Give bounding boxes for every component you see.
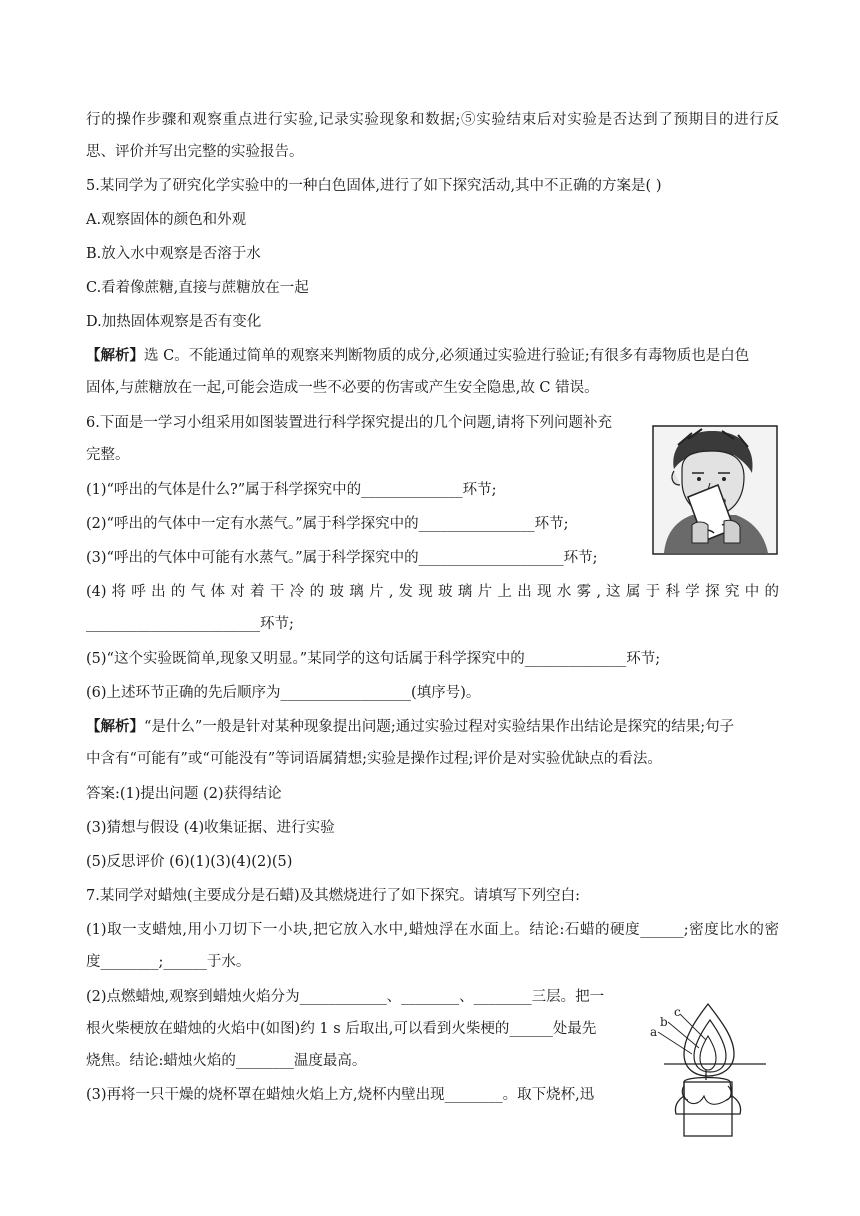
option-b: B.放入水中观察是否溶于水 bbox=[86, 246, 261, 262]
option-d: D.加热固体观察是否有变化 bbox=[86, 314, 262, 330]
analysis-text: 选 C。不能通过简单的观察来判断物质的成分,必须通过实验进行验证;有很多有毒物质也是白色 bbox=[144, 348, 750, 364]
analysis-tag: 【解析】 bbox=[86, 347, 144, 364]
candle-label-a: a bbox=[650, 1025, 658, 1039]
analysis-text: “是什么”一般是针对某种现象提出问题;通过实验过程对实验结果作出结论是探究的结果;句子 bbox=[144, 719, 735, 735]
q7-item-2-cont2: 烧焦。结论:蜡烛火焰的________温度最高。 bbox=[86, 1053, 367, 1069]
analysis-6-line-2: 中含有“可能有”或“可能没有”等词语属猜想;实验是操作过程;评价是对实验优缺点的看法。 bbox=[86, 751, 662, 767]
analysis-5-line-2: 固体,与蔗糖放在一起,可能会造成一些不必要的伤害或产生安全隐患,故 C 错误。 bbox=[86, 380, 599, 396]
q7-item-1: (1)取一支蜡烛,用小刀切下一小块,把它放入水中,蜡烛浮在水面上。结论:石蜡的硬度______;密度比水的密 bbox=[86, 922, 779, 938]
question-6: 6.下面是一学习小组采用如图装置进行科学探究提出的几个问题,请将下列问题补充 bbox=[86, 415, 612, 431]
question-5: 5.某同学为了研究化学实验中的一种白色固体,进行了如下探究活动,其中不正确的方案是( ) bbox=[86, 178, 662, 194]
q6-item-1: (1)“呼出的气体是什么?”属于科学探究中的______________环节; bbox=[86, 482, 497, 498]
candle-label-b: b bbox=[660, 1015, 668, 1029]
candle-flame-illustration bbox=[644, 996, 774, 1138]
candle-label-c: c bbox=[674, 1005, 681, 1019]
q6-item-5: (5)“这个实验既简单,现象又明显。”某同学的这句话属于科学探究中的______________环节; bbox=[86, 651, 661, 667]
breathing-glass-illustration bbox=[652, 425, 778, 555]
text-line-2: 思、评价并写出完整的实验报告。 bbox=[86, 144, 304, 160]
q7-item-2-cont: 根火柴梗放在蜡烛的火焰中(如图)约 1 s 后取出,可以看到火柴梗的______处最先 bbox=[86, 1021, 597, 1037]
analysis-tag: 【解析】 bbox=[86, 718, 144, 735]
question-6-cont: 完整。 bbox=[86, 447, 130, 463]
question-7: 7.某同学对蜡烛(主要成分是石蜡)及其燃烧进行了如下探究。请填写下列空白: bbox=[86, 888, 581, 904]
breathing-glass-illustration-svg bbox=[652, 425, 778, 555]
option-c: C.看着像蔗糖,直接与蔗糖放在一起 bbox=[86, 280, 309, 296]
answer-line-3: (5)反思评价 (6)(1)(3)(4)(2)(5) bbox=[86, 854, 293, 870]
q7-item-1-cont: 度________;______于水。 bbox=[86, 954, 251, 970]
text-line-1: 行的操作步骤和观察重点进行实验,记录实验现象和数据;⑤实验结束后对实验是否达到了预期目的进行反 bbox=[86, 112, 779, 128]
q6-item-4-cont: ________________________环节; bbox=[86, 616, 294, 632]
analysis-5-line-1 bbox=[86, 346, 749, 366]
q6-item-4: (4) 将 呼 出 的 气 体 对 着 干 冷 的 玻 璃 片 , 发 现 玻 璃 片 上 出 现 水 雾 , 这 属 于 科 学 探 究 中 的 bbox=[86, 584, 779, 600]
analysis-6-line-1 bbox=[86, 717, 734, 737]
candle-flame-illustration-svg bbox=[644, 996, 774, 1138]
answer-line-1: 答案:(1)提出问题 (2)获得结论 bbox=[86, 786, 282, 802]
answer-line-2: (3)猜想与假设 (4)收集证据、进行实验 bbox=[86, 820, 335, 836]
q6-item-6: (6)上述环节正确的先后顺序为__________________(填序号)。 bbox=[86, 685, 481, 701]
q6-item-2: (2)“呼出的气体中一定有水蒸气。”属于科学探究中的________________环节; bbox=[86, 516, 569, 532]
q7-item-3: (3)再将一只干燥的烧杯罩在蜡烛火焰上方,烧杯内壁出现________。取下烧杯,迅 bbox=[86, 1087, 595, 1103]
q6-item-3: (3)“呼出的气体中可能有水蒸气。”属于科学探究中的____________________环节; bbox=[86, 550, 598, 566]
option-a: A.观察固体的颜色和外观 bbox=[86, 212, 247, 228]
q7-item-2: (2)点燃蜡烛,观察到蜡烛火焰分为____________、________、________三层。把一 bbox=[86, 989, 605, 1005]
